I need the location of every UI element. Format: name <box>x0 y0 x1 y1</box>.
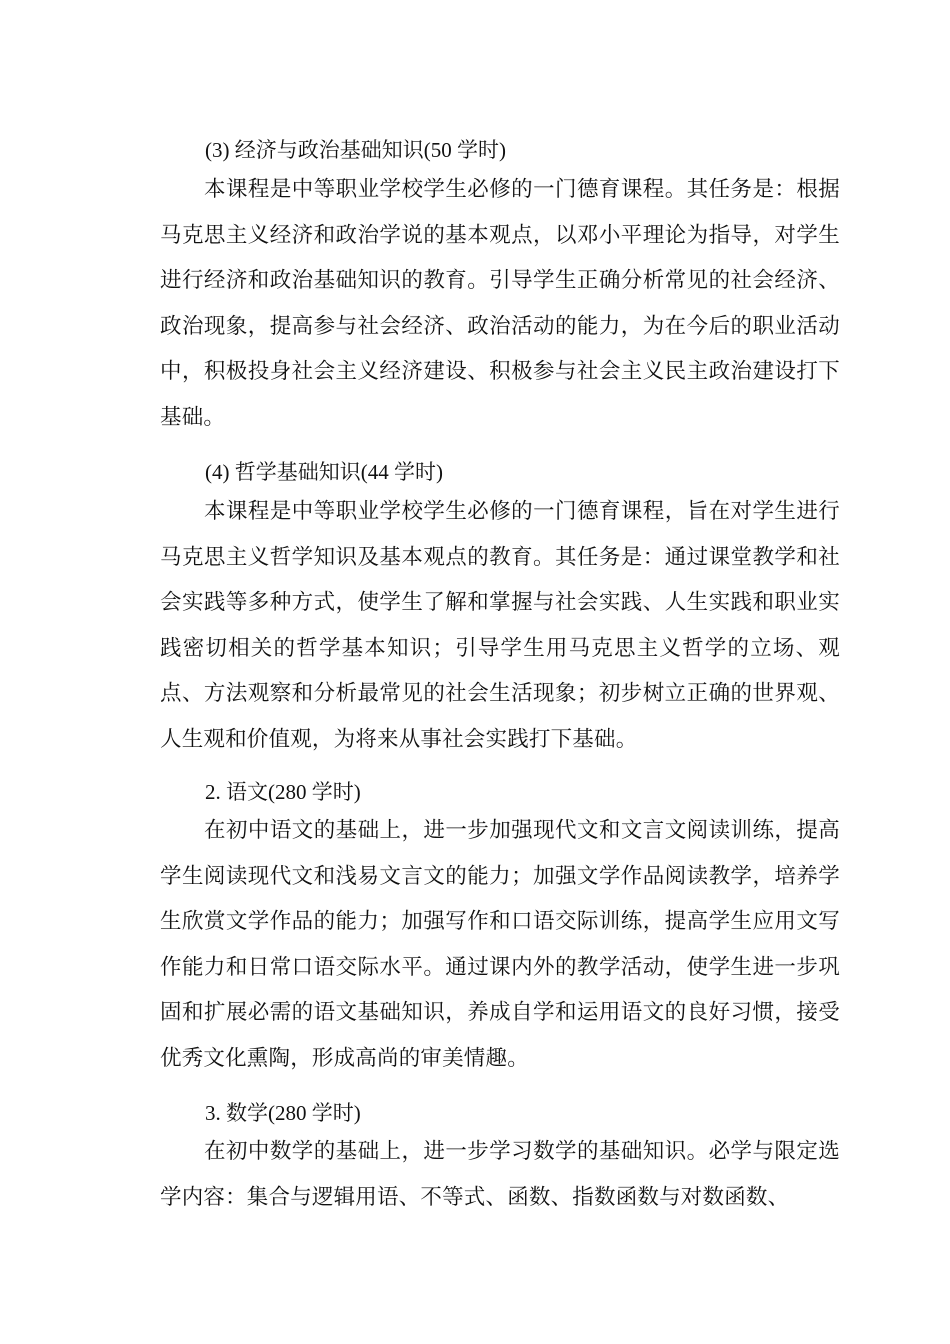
section-heading-mathematics: 3. 数学(280 学时) <box>205 1101 361 1125</box>
section-body-economics-politics: 本课程是中等职业学校学生必修的一门德育课程。其任务是：根据马克思主义经济和政治学说的基本观点，以邓小平理论为指导，对学生进行经济和政治基础知识的教育。引导学生正确分析常见的社会经济、政治现象，提高参与社会经济、政治活动的能力，为在今后的职业活动中，积极投身社会主义经济建设、积极参与社会主义民主政治建设打下基础。 <box>160 177 840 430</box>
section-body-chinese: 在初中语文的基础上，进一步加强现代文和文言文阅读训练，提高学生阅读现代文和浅易文言文的能力；加强文学作品阅读教学，培养学生欣赏文学作品的能力；加强写作和口语交际训练，提高学生应用文写作能力和日常口语交际水平。通过课内外的教学活动，使学生进一步巩固和扩展必需的语文基础知识，养成自学和运用语文的良好习惯，接受优秀文化熏陶，形成高尚的审美情趣。 <box>160 818 840 1071</box>
section-body-philosophy: 本课程是中等职业学校学生必修的一门德育课程，旨在对学生进行马克思主义哲学知识及基本观点的教育。其任务是：通过课堂教学和社会实践等多种方式，使学生了解和掌握与社会实践、人生实践和职业实践密切相关的哲学基本知识；引导学生用马克思主义哲学的立场、观点、方法观察和分析最常见的社会生活现象；初步树立正确的世界观、人生观和价值观，为将来从事社会实践打下基础。 <box>160 499 840 752</box>
section-heading-chinese: 2. 语文(280 学时) <box>205 780 361 804</box>
section-heading-economics-politics: (3) 经济与政治基础知识(50 学时) <box>205 138 506 162</box>
section-body-mathematics: 在初中数学的基础上，进一步学习数学的基础知识。必学与限定选学内容：集合与逻辑用语、不等式、函数、指数函数与对数函数、 <box>160 1139 840 1210</box>
section-heading-philosophy: (4) 哲学基础知识(44 学时) <box>205 460 443 484</box>
